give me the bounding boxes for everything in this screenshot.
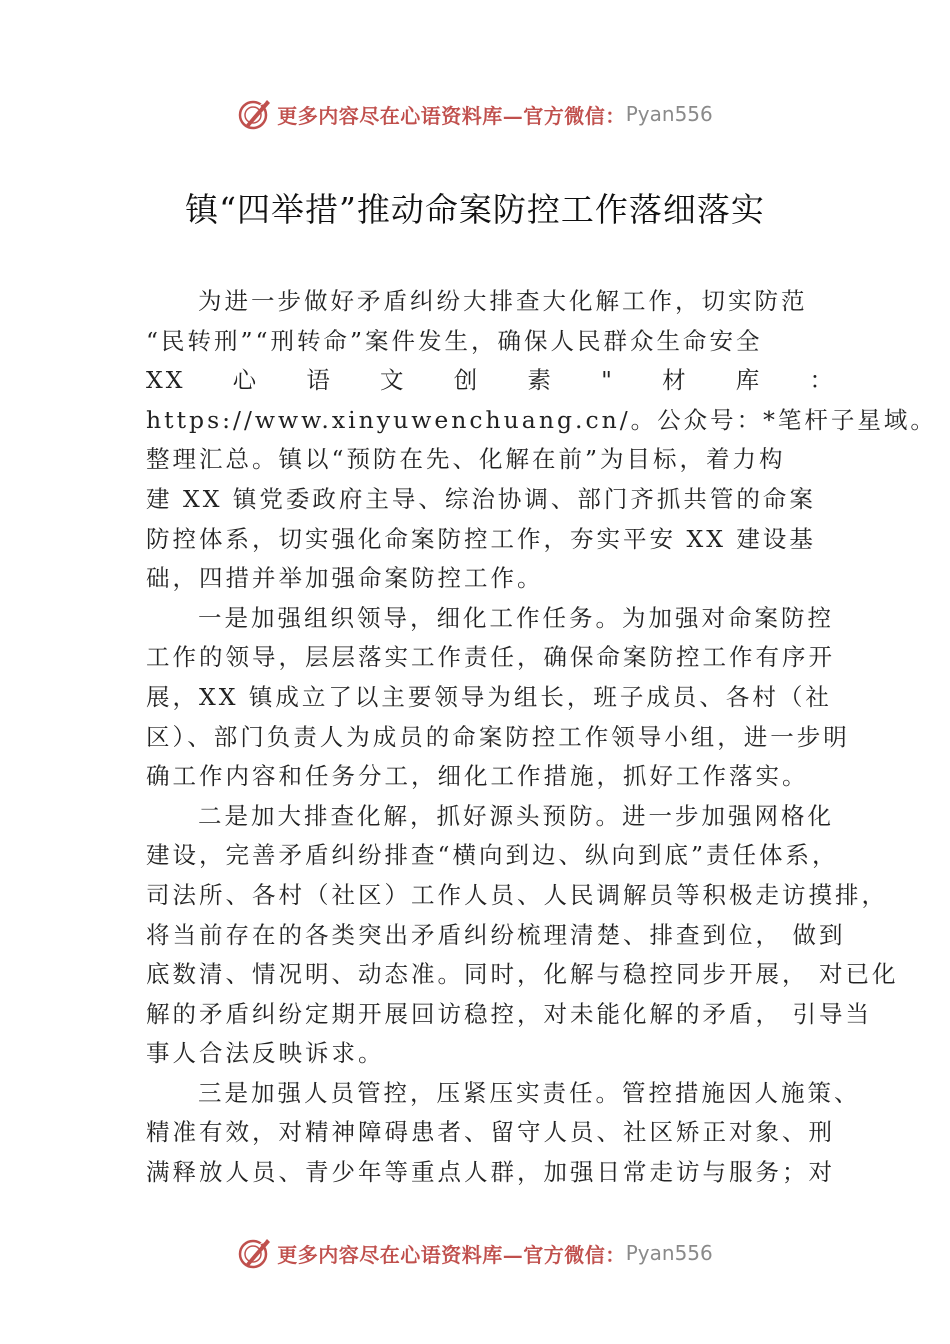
paragraph-line: 二是加大排查化解，抓好源头预防。进一步加强网格化 <box>198 801 834 830</box>
paragraph-line: 三是加强人员管控，压紧压实责任。管控措施因人施策、 <box>198 1078 861 1107</box>
paragraph-line: 整理汇总。镇以“预防在先、化解在前”为目标，着力构 <box>146 445 786 474</box>
paragraph-line: 将当前存在的各类突出矛盾纠纷梳理清楚、排查到位， 做到 <box>146 920 846 949</box>
line-token: 材 <box>662 366 689 395</box>
quill-logo-icon <box>237 1235 273 1271</box>
paragraph-line: 精准有效，对精神障碍患者、留守人员、社区矫正对象、刑 <box>146 1118 835 1147</box>
line-token: XX <box>146 366 186 395</box>
banner-text: 更多内容尽在心语资料库—官方微信： <box>277 103 626 128</box>
paragraph-line: 为进一步做好矛盾纠纷大排查大化解工作，切实防范 <box>198 287 808 315</box>
banner-wechat-id: Pyan556 <box>625 102 713 126</box>
line-token: 心 <box>232 366 260 395</box>
line-token: 创 <box>453 366 481 395</box>
paragraph-line: 防控体系，切实强化命案防控工作，夯实平安 XX 建设基 <box>146 524 816 553</box>
banner-text: 更多内容尽在心语资料库—官方微信： <box>277 1242 626 1267</box>
header-banner <box>0 94 950 134</box>
paragraph-line: 事人合法反映诉求。 <box>146 1039 385 1068</box>
quill-logo-icon <box>237 96 273 132</box>
paragraph-line: 展，XX 镇成立了以主要领导为组长，班子成员、各村（社 <box>146 682 832 711</box>
line-token: 库 <box>735 366 763 395</box>
document-title: 镇“四举措”推动命案防控工作落细落实 <box>185 190 765 229</box>
paragraph-line: 解的矛盾纠纷定期开展回访稳控，对未能化解的矛盾， 引导当 <box>146 999 872 1028</box>
paragraph-line: 础，四措并举加强命案防控工作。 <box>146 564 544 593</box>
line-token: 素 <box>527 366 554 395</box>
footer-banner <box>0 1233 950 1273</box>
paragraph-line: 确工作内容和任务分工，细化工作措施，抓好工作落实。 <box>146 762 809 791</box>
paragraph-line: 工作的领导，层层落实工作责任，确保命案防控工作有序开 <box>146 643 835 672</box>
paragraph-line: 司法所、各村（社区）工作人员、人民调解员等积极走访摸排， <box>146 880 888 909</box>
paragraph-line: 区）、部门负责人为成员的命案防控工作领导小组，进一步明 <box>146 722 850 751</box>
line-token: 文 <box>380 366 407 395</box>
paragraph-line: 建 XX 镇党委政府主导、综治协调、部门齐抓共管的命案 <box>146 484 816 513</box>
line-token: ： <box>809 366 836 395</box>
document-body <box>146 282 937 1193</box>
paragraph-line: 一是加强组织领导，细化工作任务。为加强对命案防控 <box>198 603 834 632</box>
paragraph-line: “民转刑”“刑转命”案件发生，确保人民群众生命安全 <box>146 326 763 355</box>
line-token: " <box>601 366 615 395</box>
paragraph-line: https://www.xinyuwenchuang.cn/。公众号：*笔杆子星域。 <box>146 405 937 434</box>
paragraph-line: 建设，完善矛盾纠纷排查“横向到边、纵向到底”责任体系， <box>146 841 839 870</box>
line-token: 语 <box>306 366 333 395</box>
paragraph-line: 底数清、情况明、动态准。同时，化解与稳控同步开展， 对已化 <box>146 960 899 989</box>
paragraph-line: 满释放人员、青少年等重点人群，加强日常走访与服务；对 <box>146 1158 835 1187</box>
banner-wechat-id: Pyan556 <box>625 1241 713 1265</box>
paragraph-line <box>146 361 836 401</box>
